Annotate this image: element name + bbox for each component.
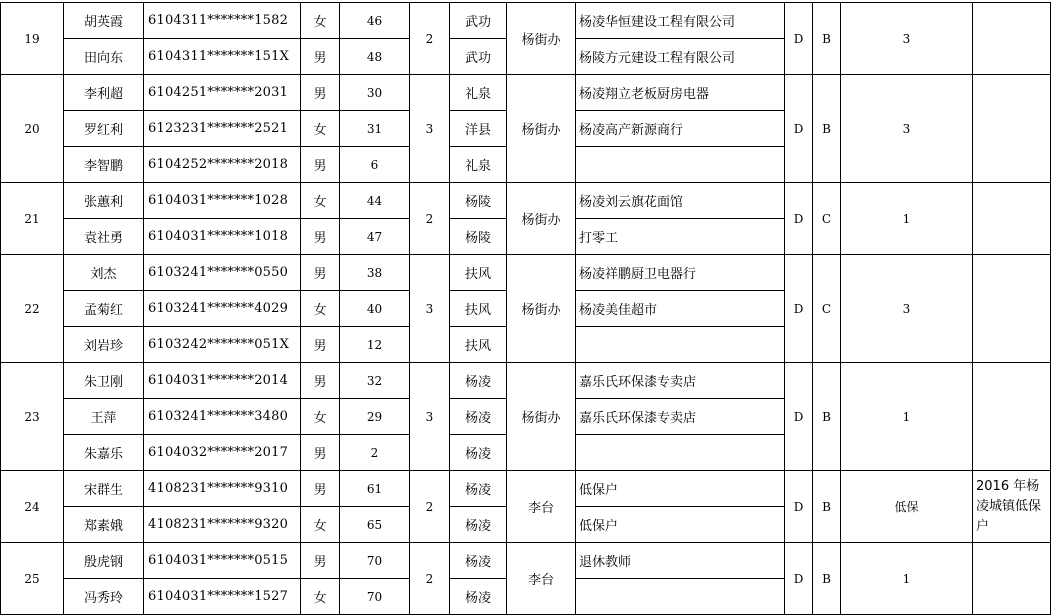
table-row	[1, 75, 1051, 111]
member-workplace: 杨凌华恒建设工程有限公司	[576, 3, 785, 39]
remark	[973, 255, 1051, 363]
id-number: 6104031*******1018	[144, 219, 301, 255]
household-number: 24	[1, 471, 64, 543]
office-name: 杨街办	[507, 183, 576, 255]
member-origin: 杨凌	[450, 363, 507, 399]
household-size: 3	[410, 255, 450, 363]
table-row	[1, 471, 1051, 507]
member-name: 李智鹏	[64, 147, 144, 183]
id-number: 6103241*******3480	[144, 399, 301, 435]
member-name: 朱卫刚	[64, 363, 144, 399]
member-origin: 礼泉	[450, 75, 507, 111]
member-name: 宋群生	[64, 471, 144, 507]
id-number: 6103241*******0550	[144, 255, 301, 291]
grade-1: D	[785, 3, 813, 75]
member-name: 张蕙利	[64, 183, 144, 219]
id-number: 6104311*******151X	[144, 39, 301, 75]
subsidy-value: 3	[841, 75, 973, 183]
member-name: 袁社勇	[64, 219, 144, 255]
household-size: 2	[410, 3, 450, 75]
id-number: 6104252*******2018	[144, 147, 301, 183]
member-origin: 扶风	[450, 255, 507, 291]
office-name: 李台	[507, 471, 576, 543]
member-workplace: 杨凌翔立老板厨房电器	[576, 75, 785, 111]
household-size: 2	[410, 183, 450, 255]
subsidy-value: 3	[841, 255, 973, 363]
member-workplace	[576, 327, 785, 363]
member-name: 冯秀玲	[64, 579, 144, 615]
household-number: 20	[1, 75, 64, 183]
id-number: 4108231*******9320	[144, 507, 301, 543]
grade-2: B	[813, 543, 841, 615]
member-age: 70	[340, 543, 410, 579]
member-sex: 男	[301, 219, 340, 255]
member-workplace	[576, 147, 785, 183]
member-age: 47	[340, 219, 410, 255]
member-sex: 男	[301, 75, 340, 111]
member-name: 殷虎钢	[64, 543, 144, 579]
member-age: 40	[340, 291, 410, 327]
member-age: 6	[340, 147, 410, 183]
id-number: 6104031*******1527	[144, 579, 301, 615]
member-sex: 男	[301, 255, 340, 291]
household-size: 2	[410, 471, 450, 543]
member-age: 70	[340, 579, 410, 615]
member-workplace: 杨凌美佳超市	[576, 291, 785, 327]
member-origin: 武功	[450, 3, 507, 39]
member-sex: 男	[301, 39, 340, 75]
household-number: 25	[1, 543, 64, 615]
member-workplace: 低保户	[576, 507, 785, 543]
member-sex: 女	[301, 3, 340, 39]
household-size: 3	[410, 75, 450, 183]
member-age: 30	[340, 75, 410, 111]
member-workplace: 退休教师	[576, 543, 785, 579]
household-size: 2	[410, 543, 450, 615]
member-workplace: 嘉乐氏环保漆专卖店	[576, 399, 785, 435]
member-age: 65	[340, 507, 410, 543]
table-row	[1, 3, 1051, 39]
table-row	[1, 363, 1051, 399]
member-age: 12	[340, 327, 410, 363]
member-sex: 女	[301, 183, 340, 219]
member-workplace: 嘉乐氏环保漆专卖店	[576, 363, 785, 399]
member-origin: 杨凌	[450, 543, 507, 579]
grade-2: B	[813, 363, 841, 471]
member-origin: 杨陵	[450, 183, 507, 219]
grade-2: C	[813, 183, 841, 255]
member-sex: 女	[301, 579, 340, 615]
id-number: 4108231*******9310	[144, 471, 301, 507]
remark	[973, 3, 1051, 75]
member-name: 李利超	[64, 75, 144, 111]
grade-1: D	[785, 255, 813, 363]
member-sex: 男	[301, 471, 340, 507]
id-number: 6123231*******2521	[144, 111, 301, 147]
subsidy-value: 1	[841, 543, 973, 615]
member-origin: 杨凌	[450, 507, 507, 543]
member-name: 罗红利	[64, 111, 144, 147]
id-number: 6103241*******4029	[144, 291, 301, 327]
office-name: 杨街办	[507, 255, 576, 363]
id-number: 6103242*******051X	[144, 327, 301, 363]
table-body	[1, 3, 1051, 615]
member-sex: 女	[301, 291, 340, 327]
subsidy-value: 低保	[841, 471, 973, 543]
member-workplace: 杨凌祥鹏厨卫电器行	[576, 255, 785, 291]
member-age: 44	[340, 183, 410, 219]
member-workplace: 杨凌高产新源商行	[576, 111, 785, 147]
member-name: 刘杰	[64, 255, 144, 291]
member-workplace: 杨凌刘云旗花面馆	[576, 183, 785, 219]
member-age: 38	[340, 255, 410, 291]
member-age: 29	[340, 399, 410, 435]
table-row	[1, 255, 1051, 291]
member-name: 刘岩珍	[64, 327, 144, 363]
grade-1: D	[785, 543, 813, 615]
member-origin: 武功	[450, 39, 507, 75]
subsidy-value: 1	[841, 363, 973, 471]
member-name: 朱嘉乐	[64, 435, 144, 471]
remark: 2016 年杨凌城镇低保户	[973, 471, 1051, 543]
id-number: 6104251*******2031	[144, 75, 301, 111]
grade-2: B	[813, 471, 841, 543]
office-name: 杨街办	[507, 75, 576, 183]
office-name: 杨街办	[507, 3, 576, 75]
subsidy-value: 3	[841, 3, 973, 75]
member-age: 48	[340, 39, 410, 75]
member-origin: 杨凌	[450, 579, 507, 615]
grade-1: D	[785, 363, 813, 471]
member-age: 61	[340, 471, 410, 507]
id-number: 6104031*******2014	[144, 363, 301, 399]
remark	[973, 363, 1051, 471]
grade-1: D	[785, 471, 813, 543]
member-sex: 女	[301, 111, 340, 147]
grade-1: D	[785, 183, 813, 255]
grade-2: C	[813, 255, 841, 363]
grade-2: B	[813, 75, 841, 183]
member-workplace	[576, 435, 785, 471]
member-sex: 男	[301, 327, 340, 363]
member-age: 46	[340, 3, 410, 39]
member-origin: 杨凌	[450, 399, 507, 435]
household-size: 3	[410, 363, 450, 471]
member-origin: 杨凌	[450, 435, 507, 471]
id-number: 6104031*******1028	[144, 183, 301, 219]
id-number: 6104311*******1582	[144, 3, 301, 39]
office-name: 杨街办	[507, 363, 576, 471]
member-age: 32	[340, 363, 410, 399]
household-number: 21	[1, 183, 64, 255]
member-age: 31	[340, 111, 410, 147]
table-row	[1, 183, 1051, 219]
member-name: 王萍	[64, 399, 144, 435]
remark	[973, 75, 1051, 183]
member-origin: 礼泉	[450, 147, 507, 183]
member-workplace: 杨陵方元建设工程有限公司	[576, 39, 785, 75]
household-number: 19	[1, 3, 64, 75]
remark	[973, 543, 1051, 615]
member-sex: 男	[301, 543, 340, 579]
member-sex: 男	[301, 147, 340, 183]
household-table	[0, 2, 1051, 615]
member-origin: 杨陵	[450, 219, 507, 255]
member-sex: 男	[301, 363, 340, 399]
member-sex: 女	[301, 507, 340, 543]
member-workplace	[576, 579, 785, 615]
member-name: 孟菊红	[64, 291, 144, 327]
member-origin: 洋县	[450, 111, 507, 147]
member-name: 郑素娥	[64, 507, 144, 543]
remark	[973, 183, 1051, 255]
member-name: 胡英霞	[64, 3, 144, 39]
member-sex: 男	[301, 435, 340, 471]
member-age: 2	[340, 435, 410, 471]
grade-2: B	[813, 3, 841, 75]
member-origin: 扶风	[450, 291, 507, 327]
member-origin: 扶风	[450, 327, 507, 363]
subsidy-value: 1	[841, 183, 973, 255]
id-number: 6104032*******2017	[144, 435, 301, 471]
table-row	[1, 543, 1051, 579]
member-name: 田向东	[64, 39, 144, 75]
member-workplace: 打零工	[576, 219, 785, 255]
id-number: 6104031*******0515	[144, 543, 301, 579]
member-origin: 杨凌	[450, 471, 507, 507]
office-name: 李台	[507, 543, 576, 615]
member-workplace: 低保户	[576, 471, 785, 507]
member-sex: 女	[301, 399, 340, 435]
household-number: 23	[1, 363, 64, 471]
household-number: 22	[1, 255, 64, 363]
grade-1: D	[785, 75, 813, 183]
